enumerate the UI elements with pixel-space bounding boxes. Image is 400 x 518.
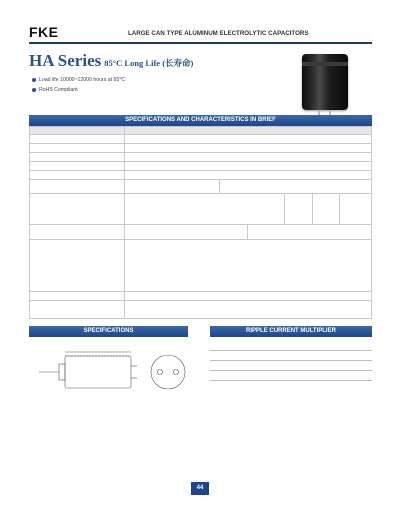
header-title: LARGE CAN TYPE ALUMINUM ELECTROLYTIC CAPACITORS [128,30,309,37]
brand-logo: FKE [29,24,59,40]
ripple-table [210,340,372,386]
series-subtitle: 85°C Long Life (长寿命) [104,58,194,68]
capacitor-sleeve-band [302,62,348,66]
spec-section-bar: SPECIFICATIONS AND CHARACTERISTICS IN BRIEF [29,115,372,126]
feature-text: Load life 10000~12000 hours at 85°C [39,77,126,83]
ripple-section-bar: RIPPLE CURRENT MULTIPLIER [210,326,372,337]
dimension-drawing [33,342,188,400]
feature-text: RoHS Compliant [39,87,78,93]
header-rule [29,42,372,44]
series-name: HA Series [29,51,102,70]
spec-table [29,126,372,319]
bullet-icon [32,78,36,82]
bullet-icon [32,88,36,92]
feature-item [32,87,78,93]
feature-item [32,77,125,83]
specifications-section-bar: SPECIFICATIONS [29,326,188,337]
series-heading [29,51,193,71]
page-number: 44 [191,482,209,495]
